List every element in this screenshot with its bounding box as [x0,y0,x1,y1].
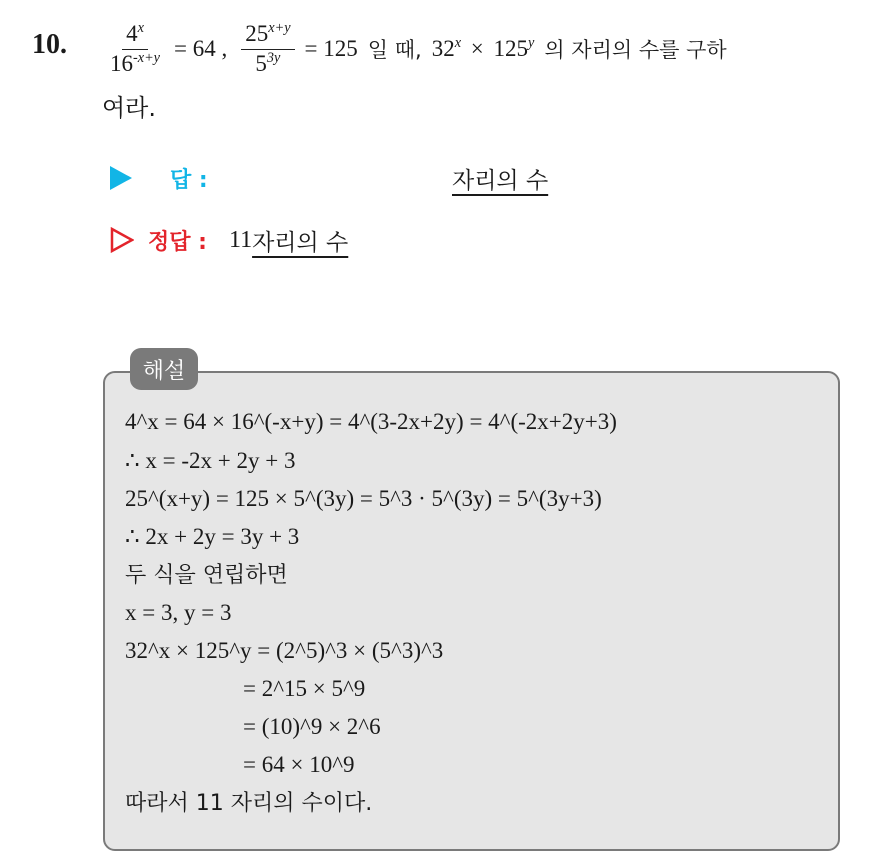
solution-line-10: = 64 × 10^9 [243,752,355,777]
equation-2-rhs: = 125 [304,36,358,61]
solution-line-3: 25^(x+y) = 125 × 5^(3y) = 5^3 · 5^(3y) = 5^(3y+3) [125,486,602,511]
filled-triangle-icon [110,166,132,190]
question-number: 10. [32,29,67,60]
answer-label: 답 : [170,167,208,193]
correct-answer-row [110,222,348,258]
question-line-2: 여라. [102,94,156,122]
solution-line-8: = 2^15 × 5^9 [243,676,366,701]
correct-answer-number: 11 [228,226,253,253]
solution-line-6: x = 3, y = 3 [125,600,232,625]
solution-tab: 해설 [130,348,198,390]
fraction-2: $\frac{25^{x+y}}{5^{3y}}$ [241,22,294,75]
outline-triangle-icon [110,227,134,253]
correct-answer-text: 자리의 수 [252,229,349,256]
question-text-when: 일 때, [367,38,422,62]
solution-line-9: = (10)^9 × 2^6 [243,714,381,739]
answer-row [110,160,208,196]
solution-line-5: 두 식을 연립하면 [125,563,288,588]
target-expression: 32$^x$ × 125$^y$ [431,35,535,61]
solution-line-11: 따라서 11 자리의 수이다. [125,791,373,816]
solution-line-4: ∴ 2x + 2y = 3y + 3 [125,524,300,549]
question-text-rest: 의 자리의 수를 구하 [544,38,727,62]
solution-line-1: 4^x = 64 × 16^(-x+y) = 4^(3-2x+2y) = 4^(-2x+2y+3) [125,409,617,434]
equation-1-rhs: = 64 , [174,36,228,61]
correct-answer-label: 정답 : [148,229,207,255]
answer-blank[interactable]: 자리의 수 [452,168,549,194]
solution-line-2: ∴ x = -2x + 2y + 3 [125,448,296,473]
fraction-1: $\frac{4^x}{16^{-x+y}}$ [110,20,161,76]
solution-line-7: 32^x × 125^y = (2^5)^3 × (5^3)^3 [125,638,444,663]
question-line-1 [100,14,727,84]
